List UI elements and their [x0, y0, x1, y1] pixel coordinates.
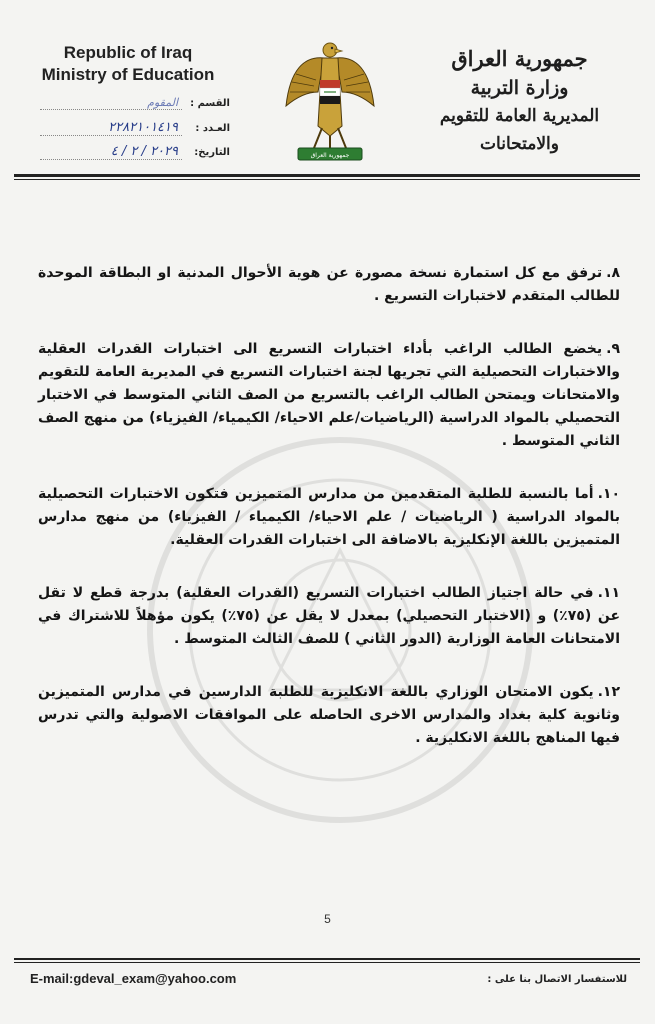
- date-row: [40, 144, 230, 168]
- paragraph-text: ترفق مع كل استمارة نسخة مصورة عن هوية الأحوال المدنية او البطاقة الموحدة للطالب المتقدم لاختبارات التسريع .: [38, 265, 620, 304]
- header-rule: [14, 174, 640, 177]
- date-value: ٢٠٢٩ / ٢ / ٤: [40, 144, 182, 160]
- paragraph-number: ١٠.: [597, 486, 620, 502]
- footer-rule: [14, 958, 640, 960]
- paragraph-item: [38, 582, 620, 651]
- paragraph-item: [38, 483, 620, 552]
- number-value: ٢٢٨٢١٠١٤١٩: [40, 120, 182, 136]
- emblem-banner-text: جمهورية العراق: [310, 152, 350, 159]
- date-label: التاريخ:: [194, 147, 230, 158]
- paragraph-item: [38, 262, 620, 308]
- footer-contact-label: للاستفسار الاتصال بنا على :: [487, 974, 627, 985]
- department-row: [40, 96, 230, 120]
- department-label: القسم :: [190, 98, 230, 109]
- paragraph-text: يكون الامتحان الوزاري باللغة الانكليزية للطلبة الدارسين في مدارس المتميزين وثانوية كلية بغداد والمدارس الاخرى الحاصله على الموافقات الاصولية والتي تدرس فيها المناهج باللغة الانكليزية .: [38, 684, 620, 746]
- paragraph-number: ٩.: [606, 341, 620, 357]
- country-name-en: Republic of Iraq: [63, 43, 193, 62]
- document-body: [38, 262, 620, 780]
- footer-rule-thin: [14, 962, 640, 963]
- page-number: 5: [324, 912, 331, 926]
- footer-email: E-mail:gdeval_exam@yahoo.com: [30, 971, 237, 986]
- directorate-name-ar: المديرية العامة للتقويم والامتحانات: [439, 106, 600, 154]
- header-rule-thin: [14, 179, 640, 180]
- ministry-name-ar: وزارة التربية: [470, 77, 569, 99]
- ministry-name-en: Ministry of Education: [41, 65, 215, 84]
- number-row: [40, 120, 230, 144]
- department-value: المقوم: [40, 96, 182, 110]
- paragraph-number: ٨.: [606, 265, 620, 281]
- number-label: العـدد :: [195, 123, 230, 134]
- arabic-header: [412, 44, 627, 158]
- paragraph-text: يخضع الطالب الراغب بأداء اختبارات التسريع الى اختبارات القدرات العقلية والاختبارات التحصيلية التي تجريها لجنة اختبارات التسريع في المديرية العامة للتقويم والامتحانات ويمتحن الطالب الراغب بالتسريع من الصف الثاني المتوسط في الاختبار التحصيلي بالمواد الدراسية (الرياضيات/علم الاحياء/ الكيمياء/ الفيزياء) من منهج الصف الثاني المتوسط .: [38, 341, 620, 449]
- paragraph-number: ١٢.: [597, 684, 620, 700]
- reference-fields: [40, 96, 230, 168]
- english-header: [28, 42, 228, 86]
- country-name-ar: جمهورية العراق: [451, 46, 588, 71]
- paragraph-item: [38, 338, 620, 453]
- paragraph-text: أما بالنسبة للطلبة المتقدمين من مدارس المتميزين فتكون الاختبارات التحصيلية بالمواد الدراسية ( الرياضيات / علم الاحياء/ الكيمياء / الفيزياء) من منهج مدارس المتميزين باللغة الإنكليزية بالاضافة الى اختبارات القدرات العقلية.: [38, 486, 620, 548]
- paragraph-text: في حالة اجتياز الطالب اختبارات التسريع (القدرات العقلية) بدرجة قطع لا تقل عن (٧٥٪) و (الاختبار التحصيلي) بمعدل لا يقل عن (٧٥٪) يكون مؤهلاً للاشتراك في الامتحانات العامة الوزارية (الدور الثاني ) للصف الثالث المتوسط .: [38, 585, 621, 647]
- iraq-emblem-icon: [284, 36, 376, 166]
- paragraph-number: ١١.: [597, 585, 620, 601]
- paragraph-item: [38, 681, 620, 750]
